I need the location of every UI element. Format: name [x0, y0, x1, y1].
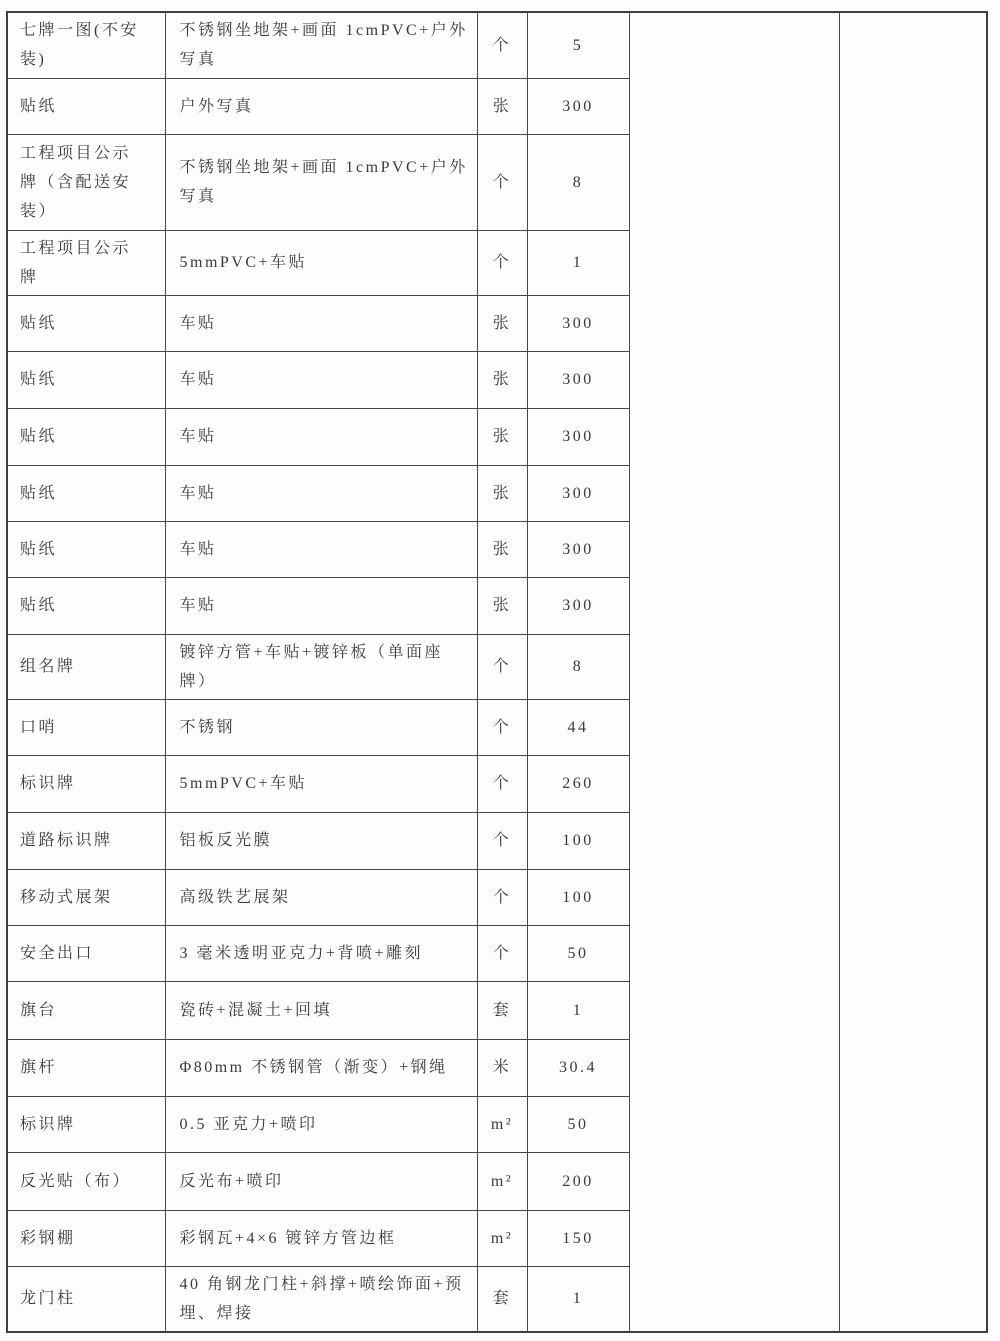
unit-cell: 套 — [477, 981, 527, 1039]
quantity-cell: 300 — [527, 465, 629, 521]
item-name-cell: 标识牌 — [7, 755, 165, 812]
item-spec-cell: 不锈钢坐地架+画面 1cmPVC+户外写真 — [165, 134, 477, 230]
unit-cell: 个 — [477, 634, 527, 699]
quantity-cell: 100 — [527, 869, 629, 925]
item-name-cell: 标识牌 — [7, 1096, 165, 1152]
unit-cell: m² — [477, 1096, 527, 1152]
quantity-cell: 44 — [527, 699, 629, 755]
item-spec-cell: 镀锌方管+车贴+镀锌板（单面座牌） — [165, 634, 477, 699]
item-spec-cell: 户外写真 — [165, 78, 477, 134]
item-name-cell: 贴纸 — [7, 521, 165, 577]
unit-cell: 张 — [477, 351, 527, 408]
item-name-cell: 彩钢棚 — [7, 1210, 165, 1266]
quantity-cell: 300 — [527, 408, 629, 465]
item-spec-cell: 不锈钢 — [165, 699, 477, 755]
item-spec-cell: 40 角钢龙门柱+斜撑+喷绘饰面+预埋、焊接 — [165, 1266, 477, 1332]
item-name-cell: 贴纸 — [7, 465, 165, 521]
unit-cell: 张 — [477, 408, 527, 465]
item-spec-cell: 彩钢瓦+4×6 镀锌方管边框 — [165, 1210, 477, 1266]
quantity-cell: 100 — [527, 812, 629, 869]
quantity-cell: 300 — [527, 78, 629, 134]
item-name-cell: 贴纸 — [7, 577, 165, 634]
item-name-cell: 贴纸 — [7, 408, 165, 465]
quantity-cell: 30.4 — [527, 1039, 629, 1096]
quantity-cell: 1 — [527, 1266, 629, 1332]
quantity-cell: 200 — [527, 1152, 629, 1210]
item-name-cell: 反光贴（布） — [7, 1152, 165, 1210]
document-page — [6, 11, 986, 1333]
unit-cell: m² — [477, 1210, 527, 1266]
materials-quantity-table — [6, 11, 988, 1333]
quantity-cell: 300 — [527, 351, 629, 408]
quantity-cell: 300 — [527, 521, 629, 577]
item-name-cell: 贴纸 — [7, 351, 165, 408]
unit-cell: 张 — [477, 295, 527, 351]
quantity-cell: 300 — [527, 577, 629, 634]
quantity-cell: 1 — [527, 230, 629, 295]
item-name-cell: 组名牌 — [7, 634, 165, 699]
quantity-cell: 150 — [527, 1210, 629, 1266]
quantity-cell: 5 — [527, 12, 629, 78]
quantity-cell: 1 — [527, 981, 629, 1039]
unit-cell: 个 — [477, 925, 527, 981]
unit-cell: 个 — [477, 134, 527, 230]
item-name-cell: 旗台 — [7, 981, 165, 1039]
item-spec-cell: 5mmPVC+车贴 — [165, 755, 477, 812]
item-spec-cell: 车贴 — [165, 295, 477, 351]
item-spec-cell: 3 毫米透明亚克力+背喷+雕刻 — [165, 925, 477, 981]
item-name-cell: 安全出口 — [7, 925, 165, 981]
quantity-cell: 50 — [527, 1096, 629, 1152]
item-spec-cell: 车贴 — [165, 465, 477, 521]
item-name-cell: 工程项目公示牌 — [7, 230, 165, 295]
unit-cell: 张 — [477, 521, 527, 577]
quantity-cell: 8 — [527, 634, 629, 699]
quantity-cell: 260 — [527, 755, 629, 812]
item-spec-cell: 高级铁艺展架 — [165, 869, 477, 925]
item-name-cell: 道路标识牌 — [7, 812, 165, 869]
unit-cell: 个 — [477, 230, 527, 295]
unit-cell: 个 — [477, 812, 527, 869]
unit-cell: m² — [477, 1152, 527, 1210]
item-spec-cell: 不锈钢坐地架+画面 1cmPVC+户外写真 — [165, 12, 477, 78]
item-name-cell: 口哨 — [7, 699, 165, 755]
unit-cell: 个 — [477, 12, 527, 78]
table-body — [7, 12, 987, 1332]
unit-cell: 米 — [477, 1039, 527, 1096]
table-row — [7, 12, 987, 78]
item-spec-cell: 0.5 亚克力+喷印 — [165, 1096, 477, 1152]
blank-column-cell-2 — [839, 12, 987, 1332]
item-name-cell: 贴纸 — [7, 78, 165, 134]
item-name-cell: 旗杆 — [7, 1039, 165, 1096]
item-name-cell: 贴纸 — [7, 295, 165, 351]
quantity-cell: 50 — [527, 925, 629, 981]
unit-cell: 个 — [477, 699, 527, 755]
quantity-cell: 300 — [527, 295, 629, 351]
item-spec-cell: 瓷砖+混凝土+回填 — [165, 981, 477, 1039]
quantity-cell: 8 — [527, 134, 629, 230]
blank-column-cell-1 — [629, 12, 839, 1332]
item-spec-cell: 车贴 — [165, 521, 477, 577]
item-spec-cell: 车贴 — [165, 351, 477, 408]
item-spec-cell: 车贴 — [165, 408, 477, 465]
unit-cell: 张 — [477, 78, 527, 134]
item-spec-cell: 车贴 — [165, 577, 477, 634]
unit-cell: 张 — [477, 577, 527, 634]
unit-cell: 张 — [477, 465, 527, 521]
item-spec-cell: 铝板反光膜 — [165, 812, 477, 869]
item-name-cell: 龙门柱 — [7, 1266, 165, 1332]
item-name-cell: 移动式展架 — [7, 869, 165, 925]
item-name-cell: 工程项目公示牌（含配送安装） — [7, 134, 165, 230]
unit-cell: 个 — [477, 869, 527, 925]
unit-cell: 套 — [477, 1266, 527, 1332]
unit-cell: 个 — [477, 755, 527, 812]
item-name-cell: 七牌一图(不安装) — [7, 12, 165, 78]
item-spec-cell: 反光布+喷印 — [165, 1152, 477, 1210]
item-spec-cell: Φ80mm 不锈钢管（渐变）+钢绳 — [165, 1039, 477, 1096]
item-spec-cell: 5mmPVC+车贴 — [165, 230, 477, 295]
